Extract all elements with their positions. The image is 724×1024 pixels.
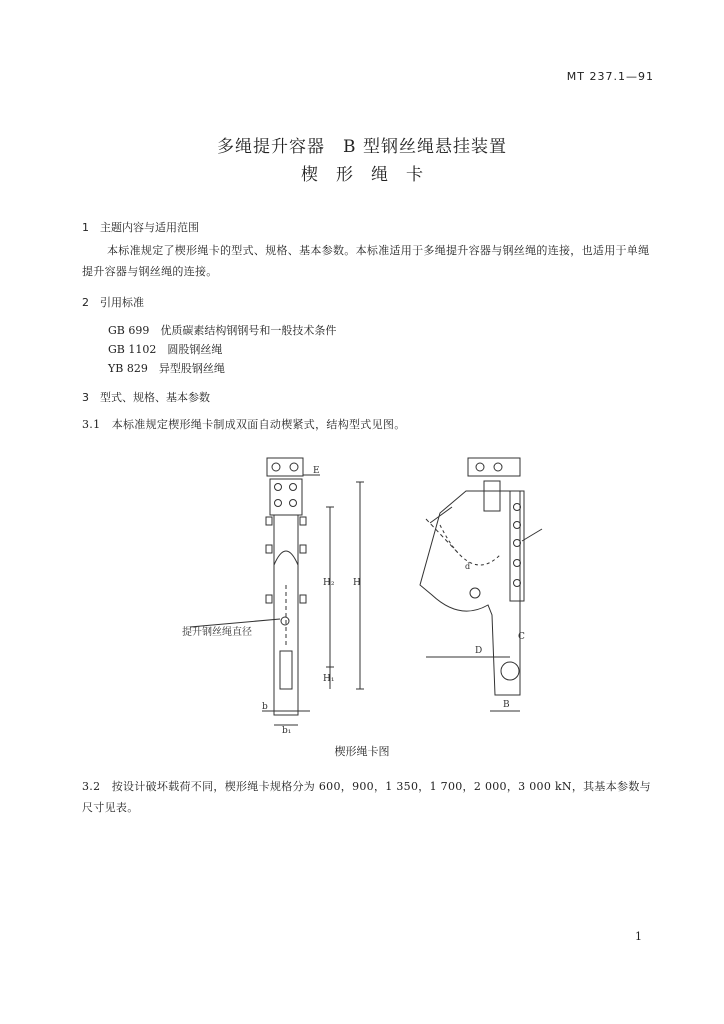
dim-label-H2: H₂ [323,578,335,588]
wedge-clamp-figure [170,445,570,735]
dim-label-C: C [518,632,525,642]
dim-label-H1: H₁ [323,674,335,684]
section-2-heading: 2 引用标准 [82,296,144,309]
document-subtitle: 楔形绳卡 [301,165,441,185]
section-1-heading: 1 主题内容与适用范围 [82,221,199,234]
reference-item: GB 699 优质碳素结构钢钢号和一般技术条件 [108,324,337,337]
dim-label-D: D [475,646,483,656]
dim-label-H: H [353,578,361,588]
dim-label-b: b [262,702,268,712]
front-view [190,458,364,725]
rope-diameter-label: 提升钢丝绳直径 [182,627,252,638]
section-3-1-text: 3.1 本标准规定楔形绳卡制成双面自动楔紧式，结构型式见图。 [82,418,406,431]
page-number: 1 [635,930,642,943]
reference-item: GB 1102 圆股钢丝绳 [108,343,223,356]
dim-label-b1: b₁ [282,726,292,735]
figure-caption: 楔形绳卡图 [334,745,390,758]
document-title: 多绳提升容器 B 型钢丝绳悬挂装置 [217,137,507,157]
section-3-2-text: 3.2 按设计破坏载荷不同，楔形绳卡规格分为 600，900，1 350，1 700，2 000，3 000 kN，其基本参数与尺寸见表。 [82,780,651,814]
standard-number: MT 237.1—91 [566,70,654,83]
section-3-heading: 3 型式、规格、基本参数 [82,391,210,404]
reference-item: YB 829 异型股钢丝绳 [108,362,225,375]
side-view [420,458,542,711]
dim-label-d: d [465,562,471,571]
dim-label-E: E [313,466,320,476]
dim-label-B: B [503,700,510,710]
section-1-body: 本标准规定了楔形绳卡的型式、规格、基本参数。本标准适用于多绳提升容器与钢丝绳的连接，也适用于单绳提升容器与钢丝绳的连接。 [82,244,650,278]
